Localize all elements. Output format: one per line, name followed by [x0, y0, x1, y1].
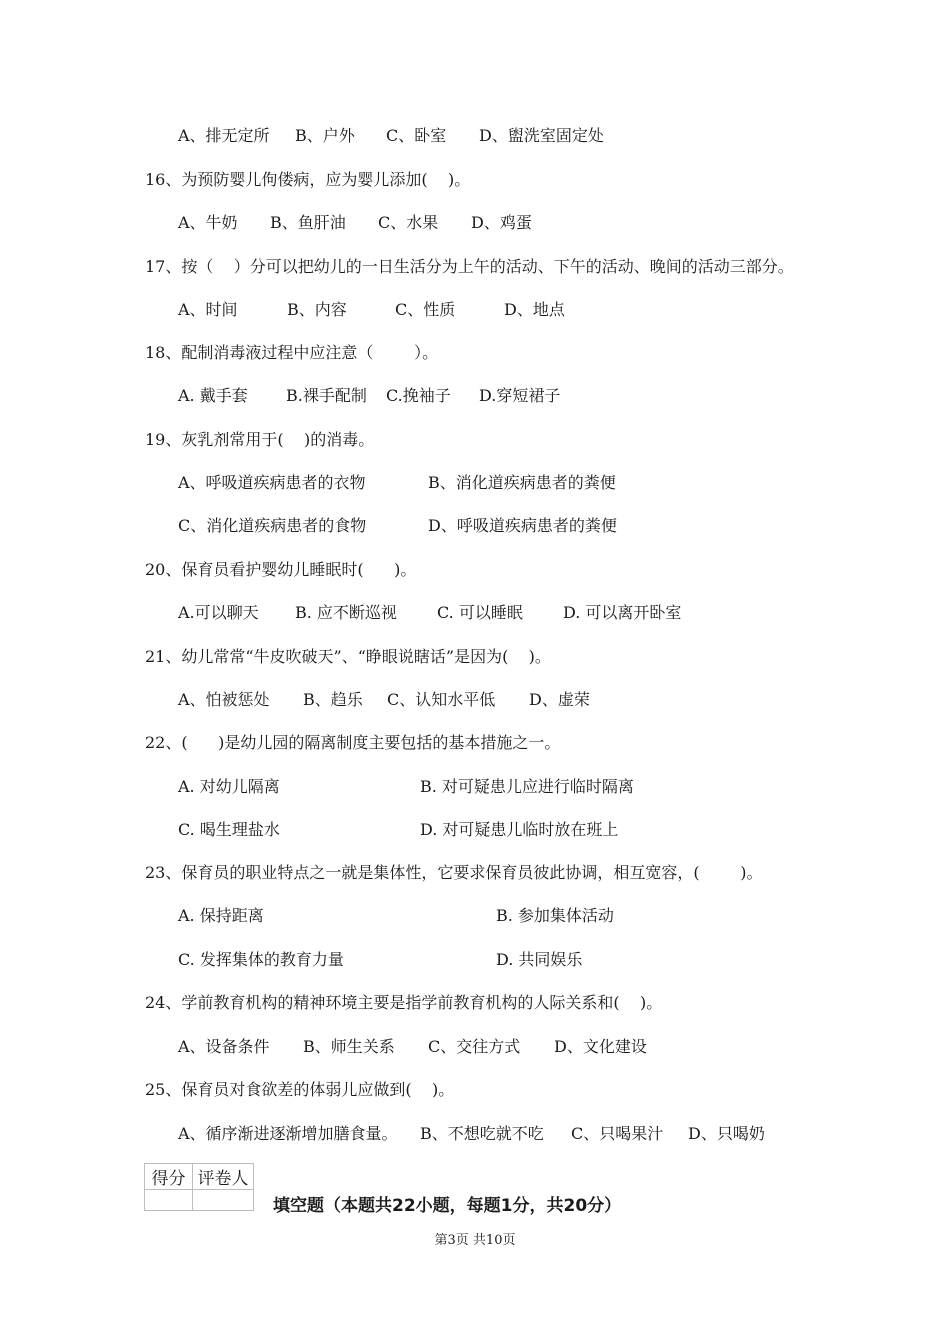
option-a: A、时间	[178, 300, 238, 319]
option-c: C、认知水平低	[387, 690, 496, 709]
question-stem: 配制消毒液过程中应注意（ ）。	[181, 343, 439, 362]
page-footer: 第3页 共10页	[434, 1233, 516, 1248]
question-stem: 保育员的职业特点之一就是集体性，它要求保育员彼此协调，相互宽容，( )。	[181, 863, 763, 882]
option-a: A. 保持距离	[178, 906, 264, 925]
option-d: D. 对可疑患儿临时放在班上	[420, 820, 619, 839]
option-b: B、户外	[295, 126, 355, 145]
option-c: C、卧室	[386, 126, 447, 145]
question-stem: ( )是幼儿园的隔离制度主要包括的基本措施之一。	[181, 733, 561, 752]
option-b: B、趋乐	[303, 690, 363, 709]
section-title: 填空题（本题共22小题，每题1分，共20分）	[273, 1196, 622, 1216]
question-stem: 保育员看护婴幼儿睡眠时( )。	[181, 560, 417, 579]
question-stem: 幼儿常常“牛皮吹破天”、“睁眼说瞎话”是因为( )。	[181, 647, 551, 666]
option-d: D. 共同娱乐	[496, 950, 583, 969]
question-20	[145, 560, 416, 580]
option-c: C. 发挥集体的教育力量	[178, 950, 344, 969]
grader-cell	[193, 1190, 254, 1211]
option-b: B、消化道疾病患者的粪便	[428, 473, 616, 492]
option-b: B. 对可疑患儿应进行临时隔离	[420, 777, 634, 796]
option-c: C、只喝果汁	[571, 1124, 664, 1143]
question-number: 25、	[145, 1080, 182, 1099]
option-b: B. 应不断巡视	[295, 603, 397, 622]
question-number: 16、	[145, 170, 182, 189]
option-c: C、交往方式	[428, 1037, 521, 1056]
question-number: 17、	[145, 257, 182, 276]
option-a: A、牛奶	[178, 213, 238, 232]
option-b: B、鱼肝油	[270, 213, 346, 232]
option-b: B、不想吃就不吃	[420, 1124, 544, 1143]
option-c: C. 可以睡眠	[437, 603, 523, 622]
option-b: B、内容	[287, 300, 347, 319]
question-number: 22、	[145, 733, 182, 752]
option-c: C、水果	[378, 213, 439, 232]
question-stem: 按（ ）分可以把幼儿的一日生活分为上午的活动、下午的活动、晚间的活动三部分。	[181, 257, 794, 276]
option-d: D、地点	[504, 300, 565, 319]
option-a: A、呼吸道疾病患者的衣物	[178, 473, 366, 492]
question-17	[145, 257, 794, 277]
score-cell	[145, 1190, 193, 1211]
question-stem: 保育员对食欲差的体弱儿应做到( )。	[181, 1080, 455, 1099]
option-b: B、师生关系	[303, 1037, 395, 1056]
question-stem: 灰乳剂常用于( )的消毒。	[181, 430, 375, 449]
question-25	[145, 1080, 454, 1100]
question-number: 18、	[145, 343, 182, 362]
option-a: A、设备条件	[178, 1037, 270, 1056]
option-a: A、循序渐进逐渐增加膳食量。	[178, 1124, 398, 1143]
option-d: D.穿短裙子	[479, 386, 561, 405]
option-a: A、怕被惩处	[178, 690, 270, 709]
question-22	[145, 733, 560, 753]
question-number: 20、	[145, 560, 182, 579]
question-23	[145, 863, 763, 883]
option-d: D、盥洗室固定处	[479, 126, 604, 145]
question-24	[145, 993, 662, 1013]
question-stem: 学前教育机构的精神环境主要是指学前教育机构的人际关系和( )。	[181, 993, 663, 1012]
option-a: A.可以聊天	[178, 603, 259, 622]
question-number: 23、	[145, 863, 182, 882]
question-number: 21、	[145, 647, 182, 666]
option-d: D、文化建设	[554, 1037, 647, 1056]
option-c: C.挽袖子	[386, 386, 451, 405]
question-21	[145, 647, 551, 667]
option-d: D、只喝奶	[688, 1124, 765, 1143]
question-stem: 为预防婴儿佝偻病，应为婴儿添加( )。	[181, 170, 471, 189]
option-b: B.裸手配制	[286, 386, 367, 405]
option-a: A、排无定所	[178, 126, 270, 145]
option-d: D、鸡蛋	[471, 213, 532, 232]
question-number: 19、	[145, 430, 182, 449]
question-18	[145, 343, 438, 363]
question-number: 24、	[145, 993, 182, 1012]
option-c: C、消化道疾病患者的食物	[178, 516, 367, 535]
question-19	[145, 430, 374, 450]
score-box	[144, 1163, 254, 1211]
question-16	[145, 170, 470, 190]
option-b: B. 参加集体活动	[496, 906, 614, 925]
option-d: D、呼吸道疾病患者的粪便	[428, 516, 617, 535]
score-label: 得分	[145, 1164, 193, 1190]
grader-label: 评卷人	[193, 1164, 254, 1190]
option-c: C、性质	[395, 300, 456, 319]
option-a: A. 对幼儿隔离	[178, 777, 280, 796]
option-c: C. 喝生理盐水	[178, 820, 280, 839]
option-a: A. 戴手套	[178, 386, 248, 405]
option-d: D、虚荣	[529, 690, 590, 709]
option-d: D. 可以离开卧室	[563, 603, 682, 622]
